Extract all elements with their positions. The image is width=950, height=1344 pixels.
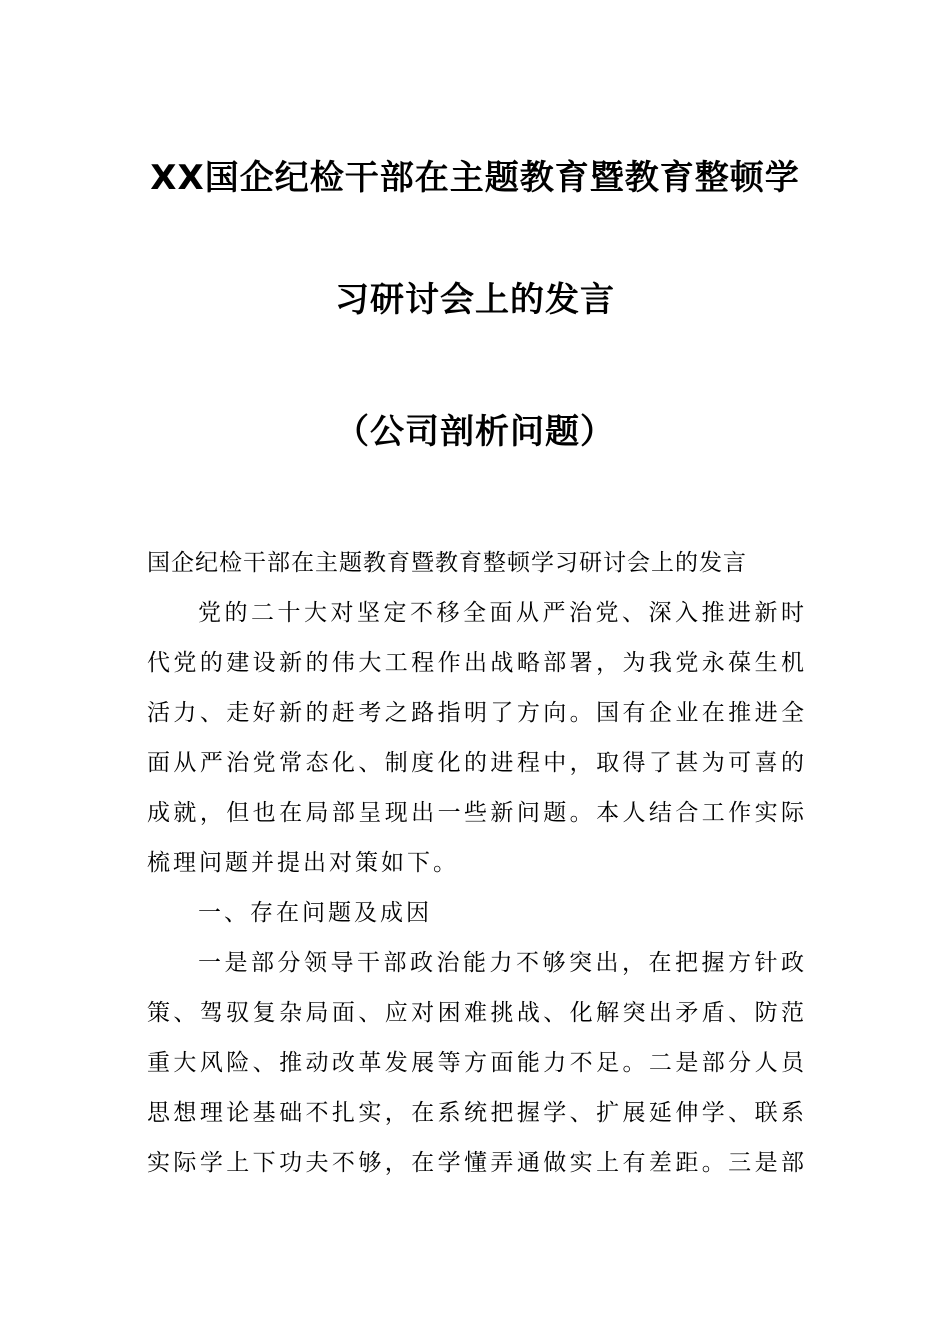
paragraph-line: 梳理问题并提出对策如下。	[147, 850, 459, 876]
document-subtitle: （公司剖析问题）	[335, 412, 615, 452]
document-title-line-1: XX国企纪检干部在主题教育暨教育整顿学	[150, 158, 800, 198]
section-heading: 一、存在问题及成因	[198, 900, 432, 926]
paragraph-line: 策、驾驭复杂局面、应对困难挑战、化解突出矛盾、防范	[147, 1000, 804, 1026]
intro-line: 国企纪检干部在主题教育暨教育整顿学习研讨会上的发言	[147, 550, 747, 576]
paragraph-line: 成就，但也在局部呈现出一些新问题。本人结合工作实际	[147, 800, 804, 826]
document-title-line-2: 习研讨会上的发言	[335, 280, 615, 320]
paragraph-line: 活力、走好新的赶考之路指明了方向。国有企业在推进全	[147, 700, 804, 726]
paragraph-line: 一是部分领导干部政治能力不够突出，在把握方针政	[198, 950, 804, 976]
paragraph-line: 思想理论基础不扎实，在系统把握学、扩展延伸学、联系	[147, 1100, 804, 1126]
paragraph-line: 面从严治党常态化、制度化的进程中，取得了甚为可喜的	[147, 750, 804, 776]
paragraph-line: 实际学上下功夫不够，在学懂弄通做实上有差距。三是部	[147, 1150, 804, 1176]
paragraph-line: 党的二十大对坚定不移全面从严治党、深入推进新时	[198, 600, 804, 626]
paragraph-line: 重大风险、推动改革发展等方面能力不足。二是部分人员	[147, 1050, 804, 1076]
paragraph-line: 代党的建设新的伟大工程作出战略部署，为我党永葆生机	[147, 650, 804, 676]
